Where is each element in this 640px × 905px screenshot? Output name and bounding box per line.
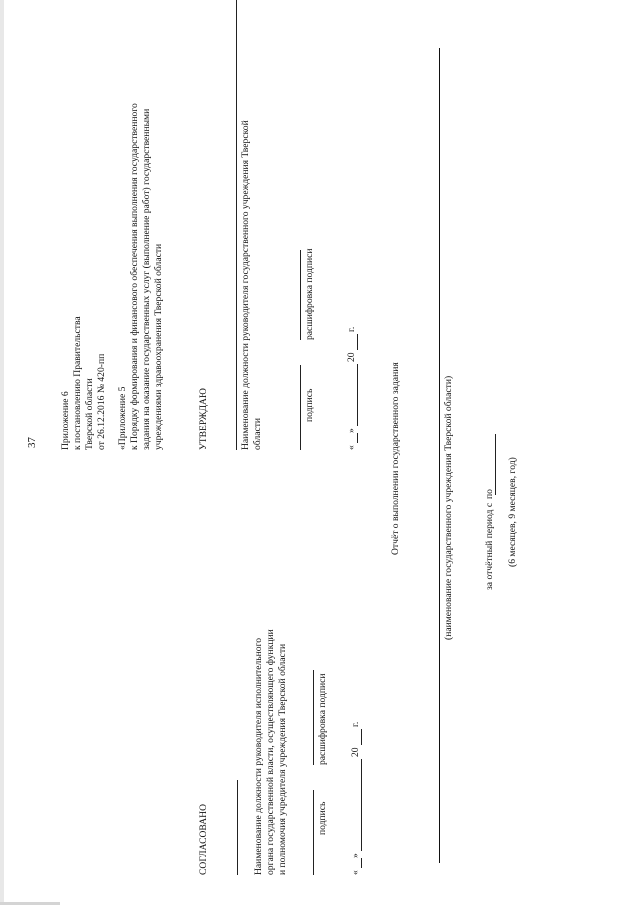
approve-signature-label: подпись (304, 388, 315, 422)
agreed-signature-label: подпись (317, 801, 328, 835)
page-number: 37 (26, 437, 38, 448)
agreed-date-year-suffix: г. (350, 721, 361, 727)
appendix5-line4: учреждениями здравоохранения Тверской области (153, 243, 164, 450)
agreed-date-year-prefix: 20 (350, 747, 361, 757)
agreed-heading: СОГЛАСОВАНО (198, 803, 209, 875)
approve-date-year-prefix: 20 (346, 352, 357, 362)
approve-signature-rule (300, 365, 301, 450)
report-title: Отчёт о выполнении государственного задания (390, 362, 401, 555)
period-caption: (6 месяцев, 9 месяцев, год) (507, 457, 518, 567)
agreed-date-year-rule (361, 729, 362, 745)
approve-date-month-rule (357, 364, 358, 426)
approve-heading: УТВЕРЖДАЮ (198, 388, 209, 450)
approve-position-line2: области (252, 417, 263, 450)
institution-caption: (наименование государственного учреждения Тверской области) (443, 375, 454, 640)
agreed-position-line2: органа государственной власти, осуществляющего функции (265, 629, 276, 875)
appendix6-line1: Приложение 6 (60, 391, 71, 450)
agreed-date-day-rule (361, 858, 362, 868)
appendix5-line3: задания на оказание государственных услуг (выполнение работ) государственными (141, 108, 152, 450)
agreed-date-month-rule (361, 759, 362, 851)
appendix5-line2: к Порядку формирования и финансового обеспечения выполнения государственного (129, 103, 140, 450)
approve-date-close-quote: » (346, 428, 357, 433)
appendix6-line4: от 26.12.2016 № 420-пп (96, 353, 107, 450)
agreed-date-close-quote: » (350, 853, 361, 858)
agreed-top-rule (237, 780, 238, 875)
appendix6-line3: Тверской области (84, 378, 95, 450)
institution-name-rule (439, 48, 440, 863)
approve-date-year-rule (357, 334, 358, 350)
approve-date-year-suffix: г. (346, 326, 357, 332)
approve-date-open-quote: « (346, 445, 357, 450)
agreed-position-line1: Наименование должности руководителя исполнительного (253, 637, 264, 875)
approve-position-rule (236, 0, 237, 450)
approve-position-line1: Наименование должности руководителя государственного учреждения Тверской (240, 120, 251, 450)
agreed-decoding-label: расшифровка подписи (317, 673, 328, 765)
period-to-rule (495, 434, 496, 482)
agreed-signature-rule (313, 790, 314, 875)
agreed-position-line3: и полномочия учредителя учреждения Тверской области (277, 643, 288, 875)
period-to-label: по (484, 489, 495, 499)
appendix6-line2: к постановлению Правительства (72, 316, 83, 450)
approve-decoding-rule (300, 250, 301, 340)
agreed-date-open-quote: « (350, 870, 361, 875)
period-prefix: за отчётный период с (484, 502, 495, 590)
approve-decoding-label: расшифровка подписи (304, 248, 315, 340)
appendix5-line1: «Приложение 5 (117, 386, 128, 450)
approve-date-day-rule (357, 433, 358, 443)
agreed-decoding-rule (313, 670, 314, 765)
